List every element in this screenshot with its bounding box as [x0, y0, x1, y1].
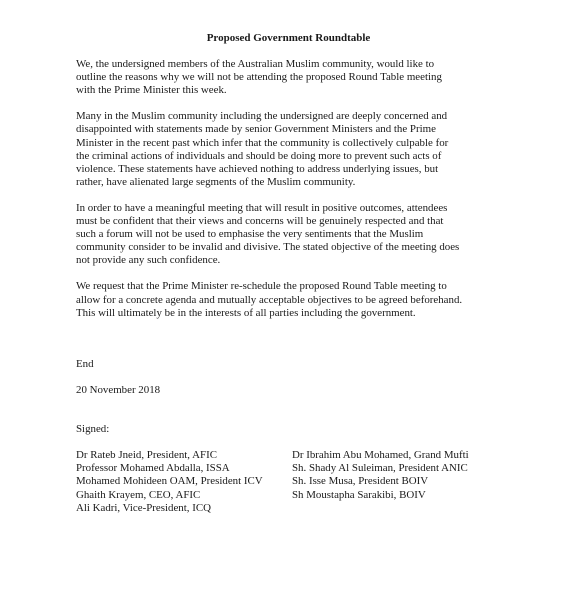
end-label: End [76, 357, 94, 370]
signatory-name: Mohamed Mohideen OAM, President ICV [76, 475, 263, 488]
signatories-right-column [292, 449, 492, 514]
paragraph-intro: We, the undersigned members of the Australian Muslim community, would like to outline the reasons why we will not be attending the proposed Round Table meeting with the Prime Minister this week. [76, 58, 442, 97]
paragraph-concerns: Many in the Muslim community including the undersigned are deeply concerned and disappointed with statements made by senior Government Ministers and the Prime Minister in the recent past which infer that the community is collectively culpable for the criminal actions of individuals and should be doing more to prevent such acts of violence. These statements have achieved nothing to address underlying issues, but rather, have alienated large segments of the Muslim community. [76, 110, 449, 188]
signatory-name: Sh. Isse Musa, President BOIV [292, 475, 429, 488]
end-block [76, 345, 503, 410]
signatory-name: Dr Ibrahim Abu Mohamed, Grand Mufti [292, 449, 469, 462]
signatory-name: Sh. Shady Al Suleiman, President ANIC [292, 462, 468, 475]
signatory-name: Sh Moustapha Sarakibi, BOIV [292, 488, 426, 501]
paragraph-request: We request that the Prime Minister re-schedule the proposed Round Table meeting to allow for a concrete agenda and mutually acceptable objectives to be agreed beforehand. This will ultimately be in the interests of all parties including the government. [76, 280, 463, 319]
signatories [76, 449, 503, 514]
document-title: Proposed Government Roundtable [206, 32, 371, 44]
signatory-name: Ali Kadri, Vice-President, ICQ [76, 501, 211, 514]
document-date: 20 November 2018 [76, 383, 161, 396]
signatories-left-column [76, 449, 292, 514]
signed-label: Signed: [76, 423, 110, 436]
signatory-name: Professor Mohamed Abdalla, ISSA [76, 462, 230, 475]
signatory-name: Ghaith Krayem, CEO, AFIC [76, 488, 201, 501]
signatory-name: Dr Rateb Jneid, President, AFIC [76, 449, 217, 462]
paragraph-conditions: In order to have a meaningful meeting that will result in positive outcomes, attendees must be confident that their views and concerns will be genuinely respected and that such a forum will not be used to emphasise the very sentiments that the Muslim community consider to be invalid and divisive. The stated objective of the meeting does not provide any such confidence. [76, 201, 460, 267]
